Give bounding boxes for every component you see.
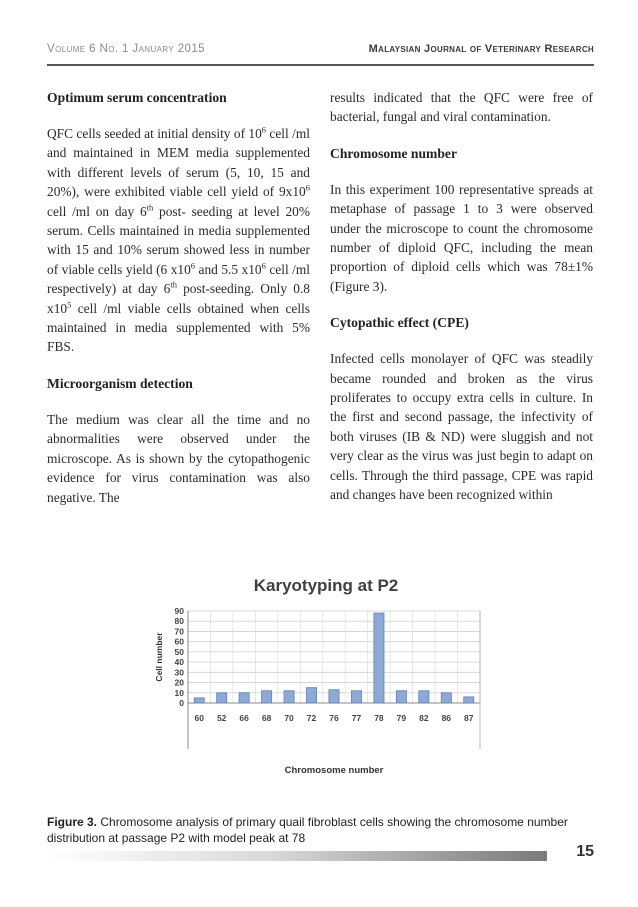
y-tick-label: 0 xyxy=(179,698,184,708)
bar xyxy=(464,697,474,703)
running-header-volume: Volume 6 No. 1 January 2015 xyxy=(47,43,205,55)
bar xyxy=(262,691,272,703)
superscript: th xyxy=(170,279,177,290)
x-tick-label: 87 xyxy=(464,713,474,723)
x-tick-label: 77 xyxy=(351,713,362,723)
x-tick-label: 68 xyxy=(261,713,272,723)
bar xyxy=(329,690,339,703)
paragraph-cpe: Infected cells monolayer of QFC was steadily became rounded and broken as the virus proliferates to occupy extra cells in culture. In the first and second passage, the infectivity of both viruses (IB & ND) were sluggish and not very clear as the virus was just begin to adapt on cells. Through the third passage, CPE was rapid and changes have been recognized within xyxy=(330,351,593,503)
footer-gradient-bar xyxy=(47,851,547,861)
chart-svg xyxy=(150,563,502,785)
x-axis-label: Chromosome number xyxy=(284,765,384,776)
bar xyxy=(194,698,204,703)
chart-title: Karyotyping at P2 xyxy=(253,576,399,595)
text-run: cell /ml and maintained in MEM media supplemented with different levels of serum (5, 10, 15 and 20%), were exhibited viable cell yield of 9x10 xyxy=(47,126,310,200)
y-tick-label: 40 xyxy=(174,657,184,668)
x-tick-label: 76 xyxy=(329,713,339,723)
x-tick-label: 79 xyxy=(396,713,407,723)
y-tick-label: 30 xyxy=(174,667,184,678)
left-column xyxy=(47,88,310,524)
text-run: post- seeding at level 20% serum. Cells maintained in media supplemented with 15 and 10% serum showed less in number of viable cells yield (6 x10 xyxy=(47,203,311,277)
text-run: cell /ml viable cells obtained when cells maintained in media supplemented with 5% FBS. xyxy=(47,300,310,355)
bar xyxy=(374,613,384,703)
section-heading-cpe: Cytopathic effect (CPE) xyxy=(330,315,469,331)
right-column xyxy=(330,88,593,522)
y-tick-label: 80 xyxy=(174,616,184,627)
chart-background xyxy=(150,563,502,785)
superscript: 5 xyxy=(67,299,72,310)
running-header-journal: Malaysian Journal of Veterinary Research xyxy=(368,43,594,55)
bar xyxy=(396,691,406,703)
paragraph-serum xyxy=(47,124,310,357)
paragraph-continuation: results indicated that the QFC were free of bacterial, fungal and viral contamination. xyxy=(330,90,593,125)
header-rule xyxy=(47,64,594,66)
bar xyxy=(217,693,227,703)
superscript: 6 xyxy=(261,260,266,271)
section-heading-serum: Optimum serum concentration xyxy=(47,90,227,105)
text-run: post-seeding. Only 0.8 x10 xyxy=(47,281,310,316)
section-heading-microorganism: Microorganism detection xyxy=(47,375,193,391)
superscript: 6 xyxy=(305,182,310,193)
bar xyxy=(419,691,429,703)
x-tick-label: 82 xyxy=(419,713,429,723)
y-tick-label: 20 xyxy=(174,677,184,688)
page-number: 15 xyxy=(576,843,594,860)
superscript: 6 xyxy=(261,124,267,135)
paragraph-microorganism: The medium was clear all the time and no abnormalities were observed under the microscope. As is shown by the cytopathogenic evidence for virus contamination was also negative. The xyxy=(47,411,310,505)
superscript: 6 xyxy=(190,260,196,271)
text-run: QFC cells seeded at initial density of 10 xyxy=(47,126,262,141)
x-tick-label: 70 xyxy=(284,713,294,723)
x-tick-label: 86 xyxy=(441,713,452,723)
caption-text: Chromosome analysis of primary quail fibroblast cells showing the chromosome number distribution at passage P2 with model peak at 78 xyxy=(47,815,568,845)
x-tick-label: 78 xyxy=(374,713,384,723)
y-tick-label: 60 xyxy=(174,636,184,647)
text-run: cell /ml respectively) at day 6 xyxy=(47,261,311,297)
bar xyxy=(351,691,361,703)
karyotype-chart xyxy=(150,563,502,785)
figure-caption xyxy=(47,814,595,846)
caption-label: Figure 3. xyxy=(47,815,98,829)
bar xyxy=(441,693,451,703)
text-run: and 5.5 x10 xyxy=(195,261,262,277)
bar xyxy=(239,693,249,703)
y-tick-label: 70 xyxy=(174,626,184,637)
y-tick-label: 90 xyxy=(174,606,184,616)
superscript: th xyxy=(146,202,154,213)
x-tick-label: 66 xyxy=(239,713,249,723)
section-heading-chromosome: Chromosome number xyxy=(330,145,457,161)
x-tick-label: 72 xyxy=(306,713,317,723)
x-tick-label: 52 xyxy=(216,713,227,723)
y-axis-label: Cell number xyxy=(154,632,164,682)
y-tick-label: 50 xyxy=(174,646,184,657)
text-run: cell /ml on day 6 xyxy=(47,203,147,219)
bar xyxy=(284,691,294,703)
bar xyxy=(306,688,316,703)
x-tick-label: 60 xyxy=(194,713,204,723)
y-tick-label: 10 xyxy=(174,687,184,698)
paragraph-chromosome: In this experiment 100 representative spreads at metaphase of passage 1 to 3 were observed under the microscope to count the chromosome number of diploid QFC, including the mean proportion of diploid cells which was 78±1% (Figure 3). xyxy=(330,181,593,294)
